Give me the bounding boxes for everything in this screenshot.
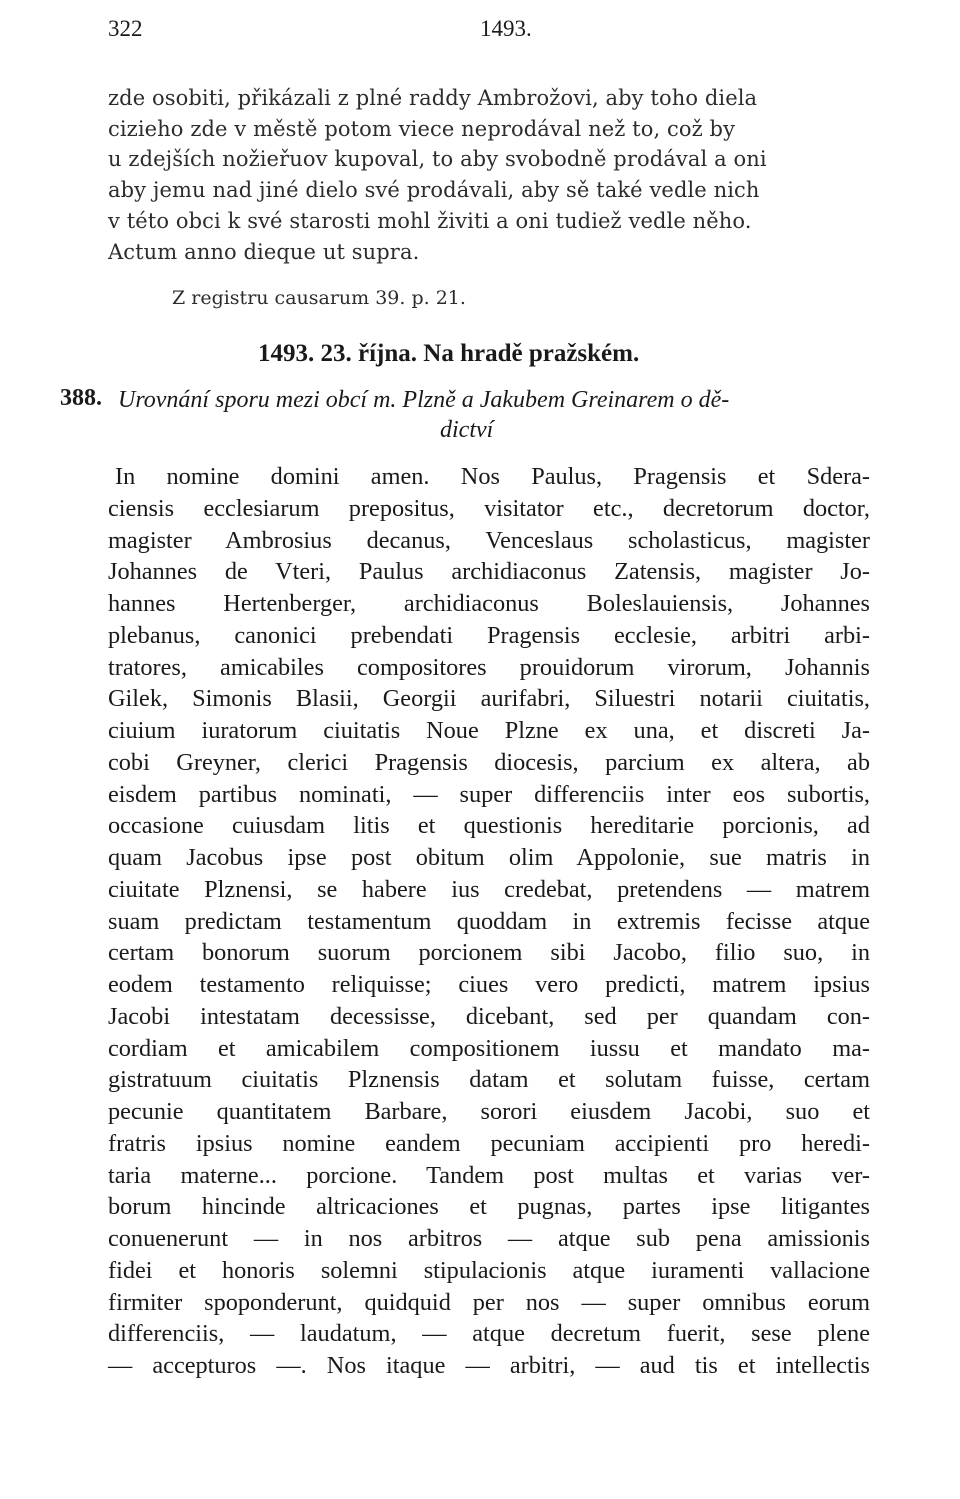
text-line: plebanus, canonici prebendati Pragensis ecclesie, arbitri arbi-	[108, 621, 870, 649]
text-line: cobi Greyner, clerici Pragensis diocesis, parcium ex altera, ab	[108, 748, 870, 776]
page-number: 322	[108, 16, 143, 41]
text-line: aby jemu nad jiné dielo své prodávali, aby sě také vedle nich	[108, 178, 760, 203]
text-line: ciensis ecclesiarum prepositus, visitator etc., decretorum doctor,	[108, 494, 870, 522]
text-line: v této obci k své starosti mohl živiti a oni tudiež vedle něho.	[108, 208, 752, 233]
text-line: suam predictam testamentum quoddam in extremis fecisse atque	[108, 907, 870, 935]
document-number: 388.	[60, 385, 102, 411]
regest-line: Urovnání sporu mezi obcí m. Plzně a Jakubem Greinarem o dě-	[118, 387, 730, 413]
text-line: cordiam et amicabilem compositionem iussu et mandato ma-	[108, 1034, 870, 1062]
czech-text-block	[108, 83, 870, 267]
text-line: Johannes de Vteri, Paulus archidiaconus Zatensis, magister Jo-	[108, 558, 870, 586]
text-line: occasione cuiusdam litis et questionis hereditarie porcionis, ad	[108, 812, 870, 840]
source-note: Z registru causarum 39. p. 21.	[172, 287, 466, 309]
text-line: pecunie quantitatem Barbare, sorori eiusdem Jacobi, suo et	[108, 1098, 870, 1125]
text-line: differenciis, — laudatum, — atque decretum fuerit, sese plene	[108, 1320, 870, 1348]
page-header	[108, 16, 868, 56]
text-line: quam Jacobus ipse post obitum olim Appolonie, sue matris in	[108, 844, 870, 871]
regest-line: dictví	[440, 417, 494, 443]
text-line: cizieho zde v městě potom viece neprodával než to, což by	[108, 116, 736, 141]
text-line: Actum anno dieque ut supra.	[108, 239, 420, 264]
text-line: Jacobi intestatam decessisse, dicebant, sed per quandam con-	[108, 1002, 870, 1030]
text-line: firmiter spoponderunt, quidquid per nos — super omnibus eorum	[108, 1288, 870, 1316]
text-line: gistratuum ciuitatis Plznensis datam et solutam fuisse, certam	[108, 1066, 870, 1094]
text-line: — accepturos —. Nos itaque — arbitri, — aud tis et intellectis	[108, 1352, 870, 1379]
text-line: magister Ambrosius decanus, Venceslaus scholasticus, magister	[108, 526, 870, 554]
latin-text-block	[108, 461, 870, 1382]
text-line: certam bonorum suorum porcionem sibi Jacobo, filio suo, in	[108, 939, 870, 967]
text-line: ciuium iuratorum ciuitatis Noue Plzne ex una, et discreti Ja-	[108, 717, 870, 744]
text-line: ciuitate Plznensi, se habere ius credebat, pretendens — matrem	[108, 875, 870, 903]
text-line: fratris ipsius nomine eandem pecuniam accipienti pro heredi-	[108, 1129, 870, 1157]
text-line: zde osobiti, přikázali z plné raddy Ambrožovi, aby toho diela	[108, 86, 758, 110]
text-line: Gilek, Simonis Blasii, Georgii aurifabri, Siluestri notarii ciuitatis,	[108, 685, 870, 713]
document-regest	[118, 385, 868, 445]
running-head-year: 1493.	[480, 16, 532, 41]
text-line: tratores, amicabiles compositores prouidorum virorum, Johannis	[108, 653, 870, 681]
text-line: eisdem partibus nominati, — super differenciis inter eos subortis,	[108, 780, 870, 808]
text-line: fidei et honoris solemni stipulacionis atque iuramenti vallacione	[108, 1256, 870, 1284]
text-line: hannes Hertenberger, archidiaconus Boleslauiensis, Johannes	[108, 590, 870, 617]
document-date-place: 1493. 23. října. Na hradě pražském.	[258, 340, 640, 367]
text-line: eodem testamento reliquisse; ciues vero predicti, matrem ipsius	[108, 971, 870, 998]
text-line: u zdejších nožieřuov kupoval, to aby svobodně prodával a oni	[108, 147, 767, 172]
text-line: In nomine domini amen. Nos Paulus, Pragensis et Sdera-	[115, 463, 870, 490]
text-line: conuenerunt — in nos arbitros — atque sub pena amissionis	[108, 1225, 870, 1252]
text-line: borum hincinde altricaciones et pugnas, partes ipse litigantes	[108, 1193, 870, 1221]
text-line: taria materne... porcione. Tandem post multas et varias ver-	[108, 1161, 870, 1189]
